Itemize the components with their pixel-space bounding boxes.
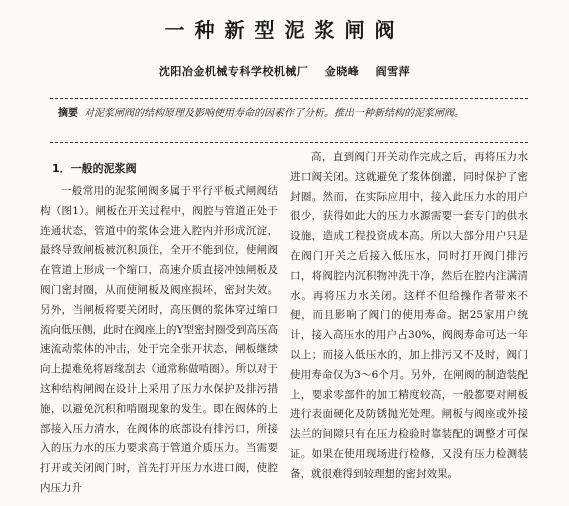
abstract-block [58,104,508,124]
body-column-right [290,148,528,485]
paper-title: 一种新型泥浆闸阀 [164,18,405,42]
author-name-1: 金晓峰 [324,65,360,78]
section-heading: 1．一般的泥浆阀 [52,162,137,175]
left-column-text: 一般常用的泥浆闸阀多属于平行平板式闸阀结构（图1）。闸板在开关过程中，阀腔与管道正处于连通状态，管道中的浆体会进入腔内并形成沉淀，最终导致闸板被沉积顶住，全开不能到位，使闸阀在管道上形成一个缩口，高速介质直接冲蚀闸板及阀门密封圈，从而使闸板及阀座损坏，密封失效。另外，当闸板将要关闭时，高压侧的浆体穿过缩口流向低压侧，此时在阀座上的Y型密封圈受到高压高速流动浆体的冲击，处于完全张开状态，闸板继续向上提难免将唇缘刮去（通常称做啃圈）。所以对于这种结构闸阀在设计上采用了压力水保护及排污措施，以避免沉积和啃圈现象的发生。即在阀体的上部接入压力清水，在阀体的底部设有排污口，所接入的压力水的压力要求高于管道介质压力。当需要打开或关闭阀门时，首先打开压力水进口阀，使腔内压力升 [40,185,278,494]
author-name-2: 阎雪萍 [375,65,411,78]
abstract-top-rule [50,98,528,99]
right-column-text: 高，直到阀门开关动作完成之后，再将压力水进口阀关闭。这就避免了浆体倒灌，同时保护了密封圈。然而，在实际应用中，接入此压力水的用户很少，获得如此大的压力水源需要一套专门的供水设施，造成工程投资成本高。所以大部分用户只是在阀门开关之后接入低压水，同时打开阀门排污口，将阀腔内沉积物冲洗干净，然后在腔内注满清水。再将压力水关闭。这样不但给操作者带来不便，而且影响了阀门的使用寿命。据25家用户统计，接入高压水的用户占30%，阀阀寿命可达一年以上；而接入低压水的，加上排污又不及时，阀门使用寿命仅为3～6个月。另外，在闸阀的制造装配上，要求零部件的加工精度较高，一般都要对闸板进行表面硬化及防锈抛光处理。闸板与阀座或外接法兰的间隙只有在压力检验时靠装配的调整才可保证。如果在使用现场进行检修，又没有压力检测装备，就很难得到较理想的密封效果。 [290,151,528,480]
abstract-bottom-rule [50,142,528,143]
abstract-text: 对泥浆闸阀的结构原理及影响使用寿命的因素作了分析。推出一种新结构的泥浆闸阀。 [84,108,464,119]
body-column-left [40,182,278,499]
author-line [0,63,569,79]
abstract-label: 摘要 [58,108,78,119]
affiliation: 沈阳冶金机械专科学校机械厂 [158,65,309,78]
